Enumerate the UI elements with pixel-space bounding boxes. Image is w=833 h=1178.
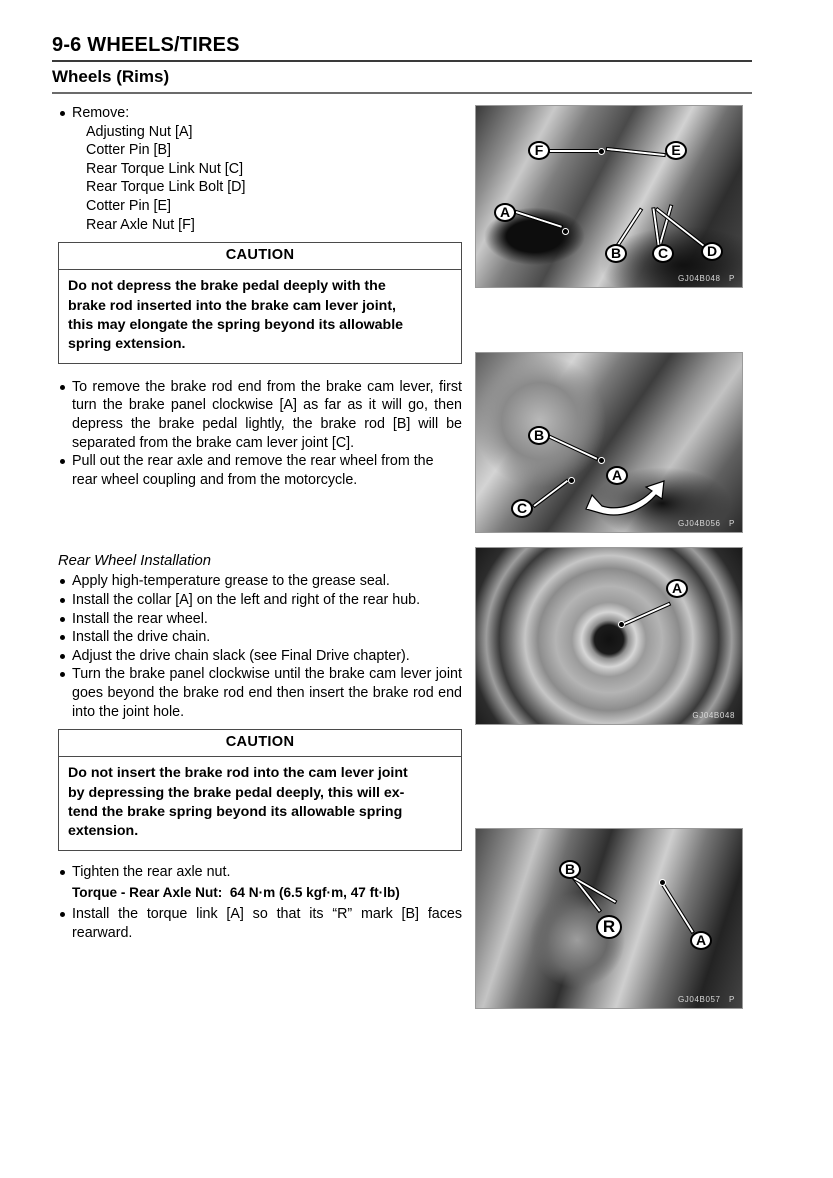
section-title: Wheels (Rims) <box>52 67 170 86</box>
remove-item: Rear Torque Link Nut [C] <box>86 160 244 177</box>
remove-item: Rear Axle Nut [F] <box>86 216 195 233</box>
leader-endpoint <box>562 228 569 235</box>
caution-heading: CAUTION <box>59 730 461 757</box>
figure-code: GJ04B056 P <box>677 519 735 528</box>
callout-C: C <box>511 499 533 518</box>
caution-text <box>59 757 461 850</box>
caution-line: Do not insert the brake rod into the cam lever joint <box>68 765 408 782</box>
caution-box-2 <box>58 729 462 851</box>
caution-line: by depressing the brake pedal deeply, this will ex- <box>68 784 405 801</box>
torque-spec: Torque - Rear Axle Nut: 64 N·m (6.5 kgf·m, 47 ft·lb) <box>72 885 400 901</box>
leader-endpoint <box>598 457 605 464</box>
removal-bullet: To remove the brake rod end from the brake cam lever, first turn the brake panel clockwise [A] as far as it will go, then depress the brake pedal lightly, the brake rod [B] will be separated from the brake cam lever joint [C]. <box>58 378 462 452</box>
installation-bullet: Apply high-temperature grease to the grease seal. <box>58 572 462 591</box>
page-header <box>52 33 752 94</box>
remove-item: Cotter Pin [E] <box>86 197 172 214</box>
torque-link-bullet: Install the torque link [A] so that its “R” mark [B] faces rearward. <box>58 905 462 942</box>
callout-B: B <box>528 426 550 445</box>
callout-F: F <box>528 141 550 160</box>
callout-B: B <box>605 244 627 263</box>
leader-endpoint <box>659 879 666 886</box>
rear-hub-collar-photo <box>475 547 743 725</box>
installation-heading: Rear Wheel Installation <box>58 553 211 570</box>
leader-endpoint <box>598 148 605 155</box>
caution-line: brake rod inserted into the brake cam lever joint, <box>68 297 396 314</box>
figure-code: GJ04B048 P <box>677 274 735 283</box>
brake-panel-rotation-photo <box>475 352 743 533</box>
text-column <box>58 104 462 943</box>
photo-image <box>476 548 742 724</box>
callout-B: B <box>559 860 581 879</box>
caution-line: spring extension. <box>68 336 186 353</box>
caution-text <box>59 270 461 363</box>
caution-line: this may elongate the spring beyond its allowable <box>68 316 404 333</box>
tighten-bullet: Tighten the rear axle nut. <box>58 863 462 882</box>
caution-line: tend the brake spring beyond its allowable spring <box>68 803 403 820</box>
caution-line: Do not depress the brake pedal deeply with the <box>68 278 386 295</box>
callout-C: C <box>652 244 674 263</box>
installation-bullet: Install the collar [A] on the left and right of the rear hub. <box>58 591 462 610</box>
removal-bullet: Pull out the rear axle and remove the rear wheel from the rear wheel coupling and from the motorcycle. <box>58 452 462 489</box>
remove-bullet: Remove: <box>58 104 462 123</box>
caution-heading: CAUTION <box>59 243 461 270</box>
remove-item: Adjusting Nut [A] <box>86 123 193 140</box>
callout-A: A <box>606 466 628 485</box>
installation-bullet: Install the drive chain. <box>58 628 462 647</box>
header-rule-top <box>52 60 752 62</box>
remove-item: Cotter Pin [B] <box>86 142 172 159</box>
caution-box-1 <box>58 242 462 364</box>
leader-line <box>550 150 602 152</box>
installation-bullet: Adjust the drive chain slack (see Final Drive chapter). <box>58 647 462 666</box>
rear-brake-linkage-photo <box>475 105 743 288</box>
header-rule-bottom <box>52 92 752 94</box>
leader-endpoint <box>568 477 575 484</box>
callout-A: A <box>494 203 516 222</box>
page-title: 9-6 WHEELS/TIRES <box>52 34 240 56</box>
callout-A: A <box>666 579 688 598</box>
caution-line: extension. <box>68 823 139 840</box>
torque-link-r-mark-photo <box>475 828 743 1009</box>
callout-A: A <box>690 931 712 950</box>
figure-code: GJ04B048 <box>692 711 735 720</box>
rotation-arrow-icon <box>580 479 670 521</box>
figure-code: GJ04B057 P <box>677 995 735 1004</box>
remove-item: Rear Torque Link Bolt [D] <box>86 179 246 196</box>
r-mark-icon: R <box>596 915 622 939</box>
callout-D: D <box>701 242 723 261</box>
installation-bullet: Turn the brake panel clockwise until the brake cam lever joint goes beyond the brake rod end then insert the brake rod end into the joint hole. <box>58 665 462 721</box>
installation-bullet: Install the rear wheel. <box>58 610 462 629</box>
leader-endpoint <box>618 621 625 628</box>
callout-E: E <box>665 141 687 160</box>
